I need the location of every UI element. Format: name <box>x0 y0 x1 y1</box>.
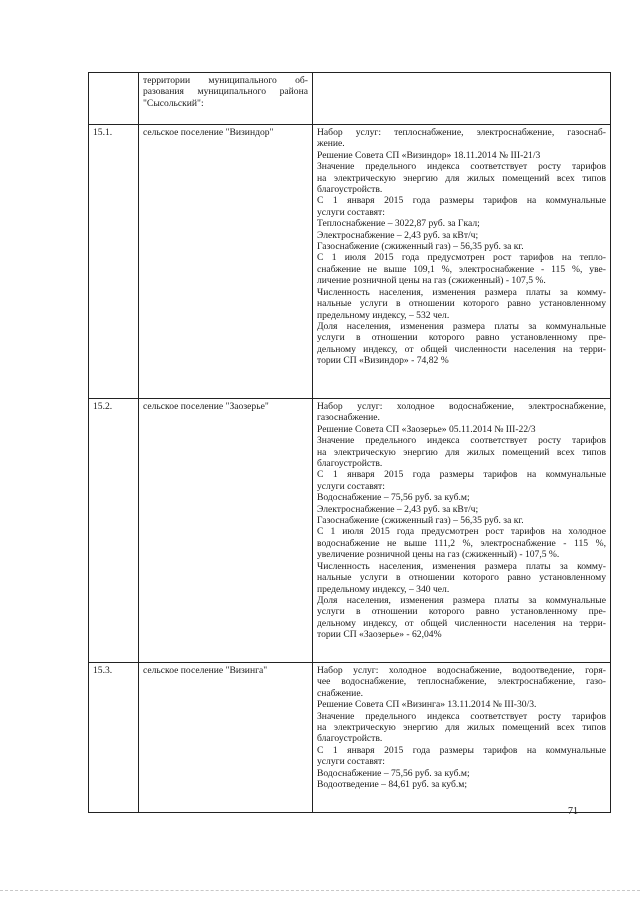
settlement-name-cell <box>139 663 313 813</box>
tariff-description-line: личение розничной цены на газ (сжиженный) - 107,5 %. <box>317 275 546 287</box>
tariff-description-line: Значение предельного индекса соответствует росту тарифов <box>317 710 606 722</box>
tariff-description-line: на электрическую энергию для жилых помещений всех типов <box>317 446 606 458</box>
tariff-description-line: снабжение. <box>317 687 363 699</box>
table-row <box>89 663 611 813</box>
settlement-name-line: разования муниципального района <box>143 86 308 98</box>
tariff-description-line: услуги в отношении которого равно установленному пре- <box>317 606 606 618</box>
tariff-description-line: предельному индексу, – 532 чел. <box>317 309 450 321</box>
tariff-description-cell <box>313 663 611 813</box>
row-number-cell <box>89 73 139 125</box>
tariff-description-cell <box>313 73 611 125</box>
tariff-description-line: тории СП «Визиндор» - 74,82 % <box>317 355 449 367</box>
tariff-description-line: благоустройств. <box>317 733 383 745</box>
tariff-description-line: Решение Совета СП «Визиндор» 18.11.2014 № III-21/3 <box>317 149 541 161</box>
tariff-table <box>88 72 611 813</box>
tariff-description-line: Электроснабжение – 2,43 руб. за кВт/ч; <box>317 503 479 515</box>
tariff-description-line: Доля населения, изменения размера платы за коммунальные <box>317 594 606 606</box>
row-number-cell: 15.3. <box>89 663 139 813</box>
tariff-description-line: С 1 января 2015 года размеры тарифов на коммунальные <box>317 469 606 481</box>
tariff-description-line: Водоотведение – 84,61 руб. за куб.м; <box>317 779 467 791</box>
tariff-description-line: водоснабжение не выше 111,2 %, электроснабжение - 115 %, <box>317 537 606 549</box>
page-number: 71 <box>568 806 578 817</box>
tariff-description-line: Водоснабжение – 75,56 руб. за куб.м; <box>317 767 470 779</box>
tariff-description-line: Водоснабжение – 75,56 руб. за куб.м; <box>317 492 470 504</box>
row-number-cell: 15.1. <box>89 125 139 399</box>
tariff-description-cell <box>313 399 611 663</box>
tariff-description-line: С 1 июля 2015 года предусмотрен рост тарифов на холодное <box>317 526 606 538</box>
tariff-description-line: увеличение розничной цены на газ (сжиженный) - 107,5 %. <box>317 549 560 561</box>
tariff-description-line: дельному индексу, от общей численности населения на терри- <box>317 617 606 629</box>
settlement-name-line: территории муниципального об- <box>143 75 308 86</box>
tariff-description-line: снабжение не выше 109,1 %, электроснабжение - 115 %, уве- <box>317 263 606 275</box>
tariff-description-line: С 1 января 2015 года размеры тарифов на коммунальные <box>317 195 606 207</box>
tariff-description-cell <box>313 125 611 399</box>
tariff-description-line: нальные услуги в отношении которого равно установленному <box>317 298 606 310</box>
tariff-description-line: предельному индексу, – 340 чел. <box>317 583 450 595</box>
tariff-description-line: С 1 января 2015 года размеры тарифов на коммунальные <box>317 744 606 756</box>
tariff-description-line: Набор услуг: холодное водоснабжение, водоотведение, горя- <box>317 665 606 676</box>
tariff-description-line: услуги составят: <box>317 480 385 492</box>
tariff-description-line: Численность населения, изменения размера платы за комму- <box>317 286 606 298</box>
table-row <box>89 73 611 125</box>
tariff-description-line: Численность населения, изменения размера платы за комму- <box>317 560 606 572</box>
tariff-description-line: чее водоснабжение, теплоснабжение, электроснабжение, газо- <box>317 676 606 688</box>
tariff-description-line: услуги в отношении которого равно установленному пре- <box>317 332 606 344</box>
tariff-description-line: Набор услуг: холодное водоснабжение, электроснабжение, <box>317 401 606 412</box>
tariff-description-line: Значение предельного индекса соответствует росту тарифов <box>317 435 606 447</box>
table-row <box>89 399 611 663</box>
tariff-description-line: С 1 июля 2015 года предусмотрен рост тарифов на тепло- <box>317 252 606 264</box>
tariff-description-line: Доля населения, изменения размера платы за коммунальные <box>317 320 606 332</box>
tariff-description-line: дельному индексу, от общей численности населения на терри- <box>317 343 606 355</box>
tariff-description-line: Значение предельного индекса соответствует росту тарифов <box>317 161 606 173</box>
tariff-description-line: Газоснабжение (сжиженный газ) – 56,35 руб. за кг. <box>317 241 524 253</box>
tariff-description-line: жение. <box>317 138 345 150</box>
settlement-name-line: сельское поселение "Визиндор" <box>143 127 274 138</box>
tariff-description-line: Газоснабжение (сжиженный газ) – 56,35 руб. за кг. <box>317 515 524 527</box>
tariff-description-line: на электрическую энергию для жилых помещений всех типов <box>317 172 606 184</box>
tariff-description-line: Решение Совета СП «Визинга» 13.11.2014 № III-30/3. <box>317 699 537 711</box>
tariff-description-line: нальные услуги в отношении которого равно установленному <box>317 572 606 584</box>
settlement-name-line: "Сысольский": <box>143 97 204 109</box>
tariff-description-line: благоустройств. <box>317 458 383 470</box>
settlement-name-cell <box>139 73 313 125</box>
settlement-name-line: сельское поселение "Визинга" <box>143 665 268 676</box>
tariff-description-line: услуги составят: <box>317 206 385 218</box>
tariff-description-line: тории СП «Заозерье» - 62,04% <box>317 629 442 641</box>
tariff-description-line: Теплоснабжение – 3022,87 руб. за Гкал; <box>317 218 480 230</box>
tariff-description-line: газоснабжение. <box>317 412 380 424</box>
row-number-cell: 15.2. <box>89 399 139 663</box>
tariff-description-line: услуги составят: <box>317 756 385 768</box>
settlement-name-cell <box>139 125 313 399</box>
tariff-description-line: Решение Совета СП «Заозерье» 05.11.2014 № III-22/3 <box>317 423 536 435</box>
settlement-name-cell <box>139 399 313 663</box>
tariff-description-line: на электрическую энергию для жилых помещений всех типов <box>317 722 606 734</box>
tariff-description-line: благоустройств. <box>317 184 383 196</box>
bottom-scan-edge <box>0 890 640 891</box>
settlement-name-line: сельское поселение "Заозерье" <box>143 401 269 412</box>
tariff-description-line: Набор услуг: теплоснабжение, электроснабжение, газоснаб- <box>317 127 606 138</box>
table-row <box>89 125 611 399</box>
tariff-description-line: Электроснабжение – 2,43 руб. за кВт/ч; <box>317 229 479 241</box>
